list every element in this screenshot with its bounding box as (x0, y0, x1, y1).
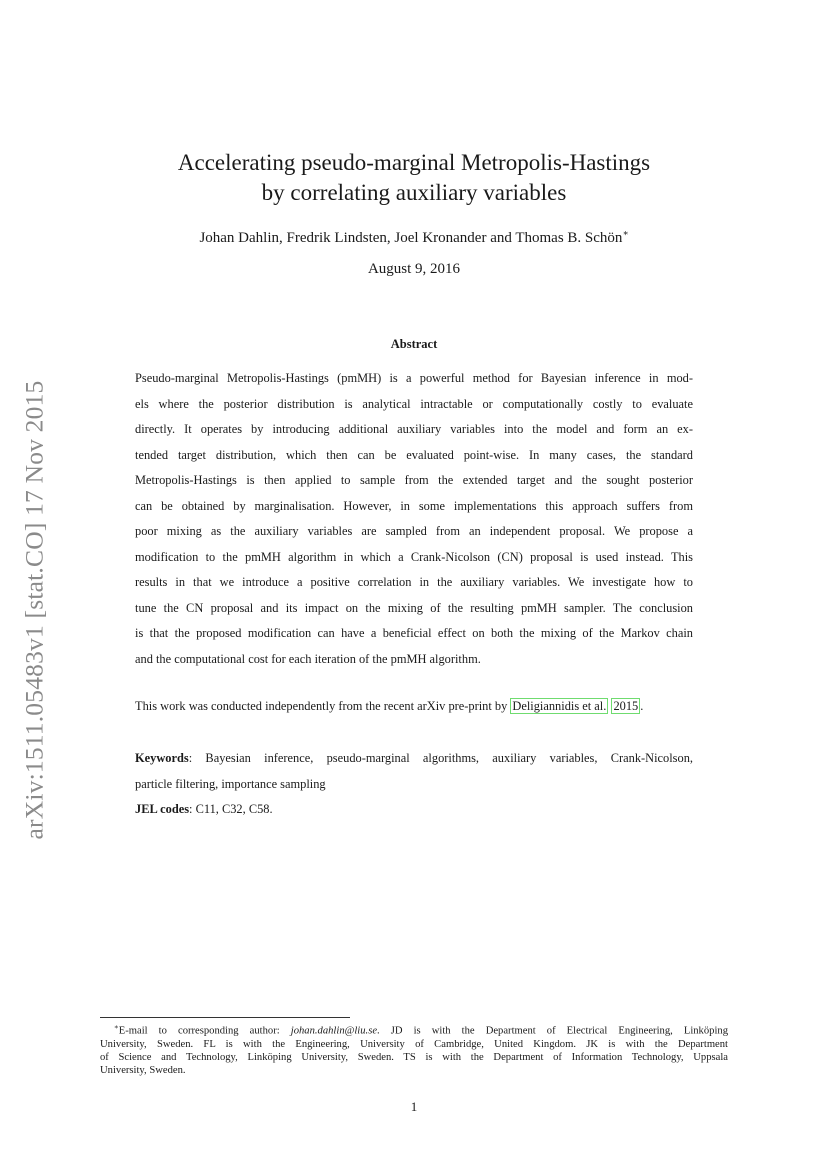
abstract-line: Metropolis-Hastings is then applied to sample from the extended target and the sought posterior (135, 473, 693, 487)
abstract-line: and the computational cost for each iteration of the pmMH algorithm. (135, 651, 481, 666)
paper-title-line-2: by correlating auxiliary variables (261, 180, 567, 205)
note-text: This work was conducted independently from the recent arXiv pre-print by (135, 699, 511, 713)
footnote-line-1 (100, 1021, 728, 1038)
abstract-line: directly. It operates by introducing additional auxiliary variables into the model and form an ex- (135, 422, 693, 436)
keywords-line-1 (135, 746, 693, 772)
abstract-line: modification to the pmMH algorithm in which a Crank-Nicolson (CN) proposal is used instead. This (135, 549, 693, 564)
paper-title-line-1: Accelerating pseudo-marginal Metropolis-Hastings (177, 150, 651, 175)
publication-date: August 9, 2016 (367, 261, 461, 277)
jel-codes-value: : C11, C32, C58. (189, 802, 273, 816)
abstract-heading: Abstract (390, 337, 438, 351)
footnote-lead: E-mail to corresponding author: (118, 1025, 291, 1037)
footnote-line-4: University, Sweden. (100, 1064, 186, 1076)
abstract-line: results in that we introduce a positive correlation in the auxiliary variables. We investigate how to (135, 575, 693, 589)
footnote-divider (100, 1017, 350, 1018)
abstract-line: tune the CN proposal and its impact on the mixing of the resulting pmMH sampler. The conclusion (135, 600, 693, 615)
arxiv-identifier-stamp (14, 355, 54, 865)
abstract-line: poor mixing as the auxiliary variables are sampled from an independent proposal. We propose a (135, 524, 693, 538)
abstract-line: is that the proposed modification can have a beneficial effect on both the mixing of the Markov chain (135, 626, 693, 640)
corresponding-email: johan.dahlin@liu.se (290, 1025, 378, 1037)
citation-link-year[interactable]: 2015 (613, 699, 639, 713)
keywords-text-1: : Bayesian inference, pseudo-marginal algorithms, auxiliary variables, Crank-Nicolson, (188, 751, 693, 765)
note-end: . (640, 699, 644, 713)
jel-codes-label: JEL codes (135, 802, 190, 816)
author-list (0, 228, 828, 247)
keywords-block (135, 746, 693, 823)
abstract-line: Pseudo-marginal Metropolis-Hastings (pmMH) is a powerful method for Bayesian inference in mod- (135, 371, 693, 385)
page-number: 1 (410, 1099, 418, 1114)
arxiv-identifier-text: arXiv:1511.05483v1 [stat.CO] 17 Nov 2015 (19, 380, 48, 840)
footnote-marker: ∗ (114, 1023, 119, 1031)
keywords-label: Keywords (135, 751, 189, 765)
author-footnote-marker: ∗ (622, 228, 629, 238)
footnote-line-1-rest: . JD is with the Department of Electrical Engineering, Linköping (377, 1025, 728, 1037)
abstract-line: can be obtained by marginalisation. However, in some implementations this approach suffers from (135, 498, 693, 513)
citation-link-author[interactable]: Deligiannidis et al. (512, 699, 607, 713)
keywords-line-2: particle filtering, importance sampling (135, 776, 326, 791)
abstract-line: tended target distribution, which then can be evaluated point-wise. In many cases, the standard (135, 447, 693, 462)
independence-note (135, 696, 715, 716)
author-footnote (100, 1021, 728, 1077)
footnote-line-3: of Science and Technology, Linköping University, Sweden. TS is with the Department of Information Technology, Uppsala (100, 1051, 728, 1063)
abstract-line: els where the posterior distribution is analytical intractable or computationally costly to evaluate (135, 396, 693, 411)
abstract-body (135, 366, 693, 672)
paper-title (0, 148, 828, 208)
jel-codes-line (135, 797, 693, 823)
author-names: Johan Dahlin, Fredrik Lindsten, Joel Kronander and Thomas B. Schön (199, 230, 623, 246)
footnote-line-2: University, Sweden. FL is with the Engineering, University of Cambridge, United Kingdom. JK is with the Department (100, 1038, 728, 1050)
